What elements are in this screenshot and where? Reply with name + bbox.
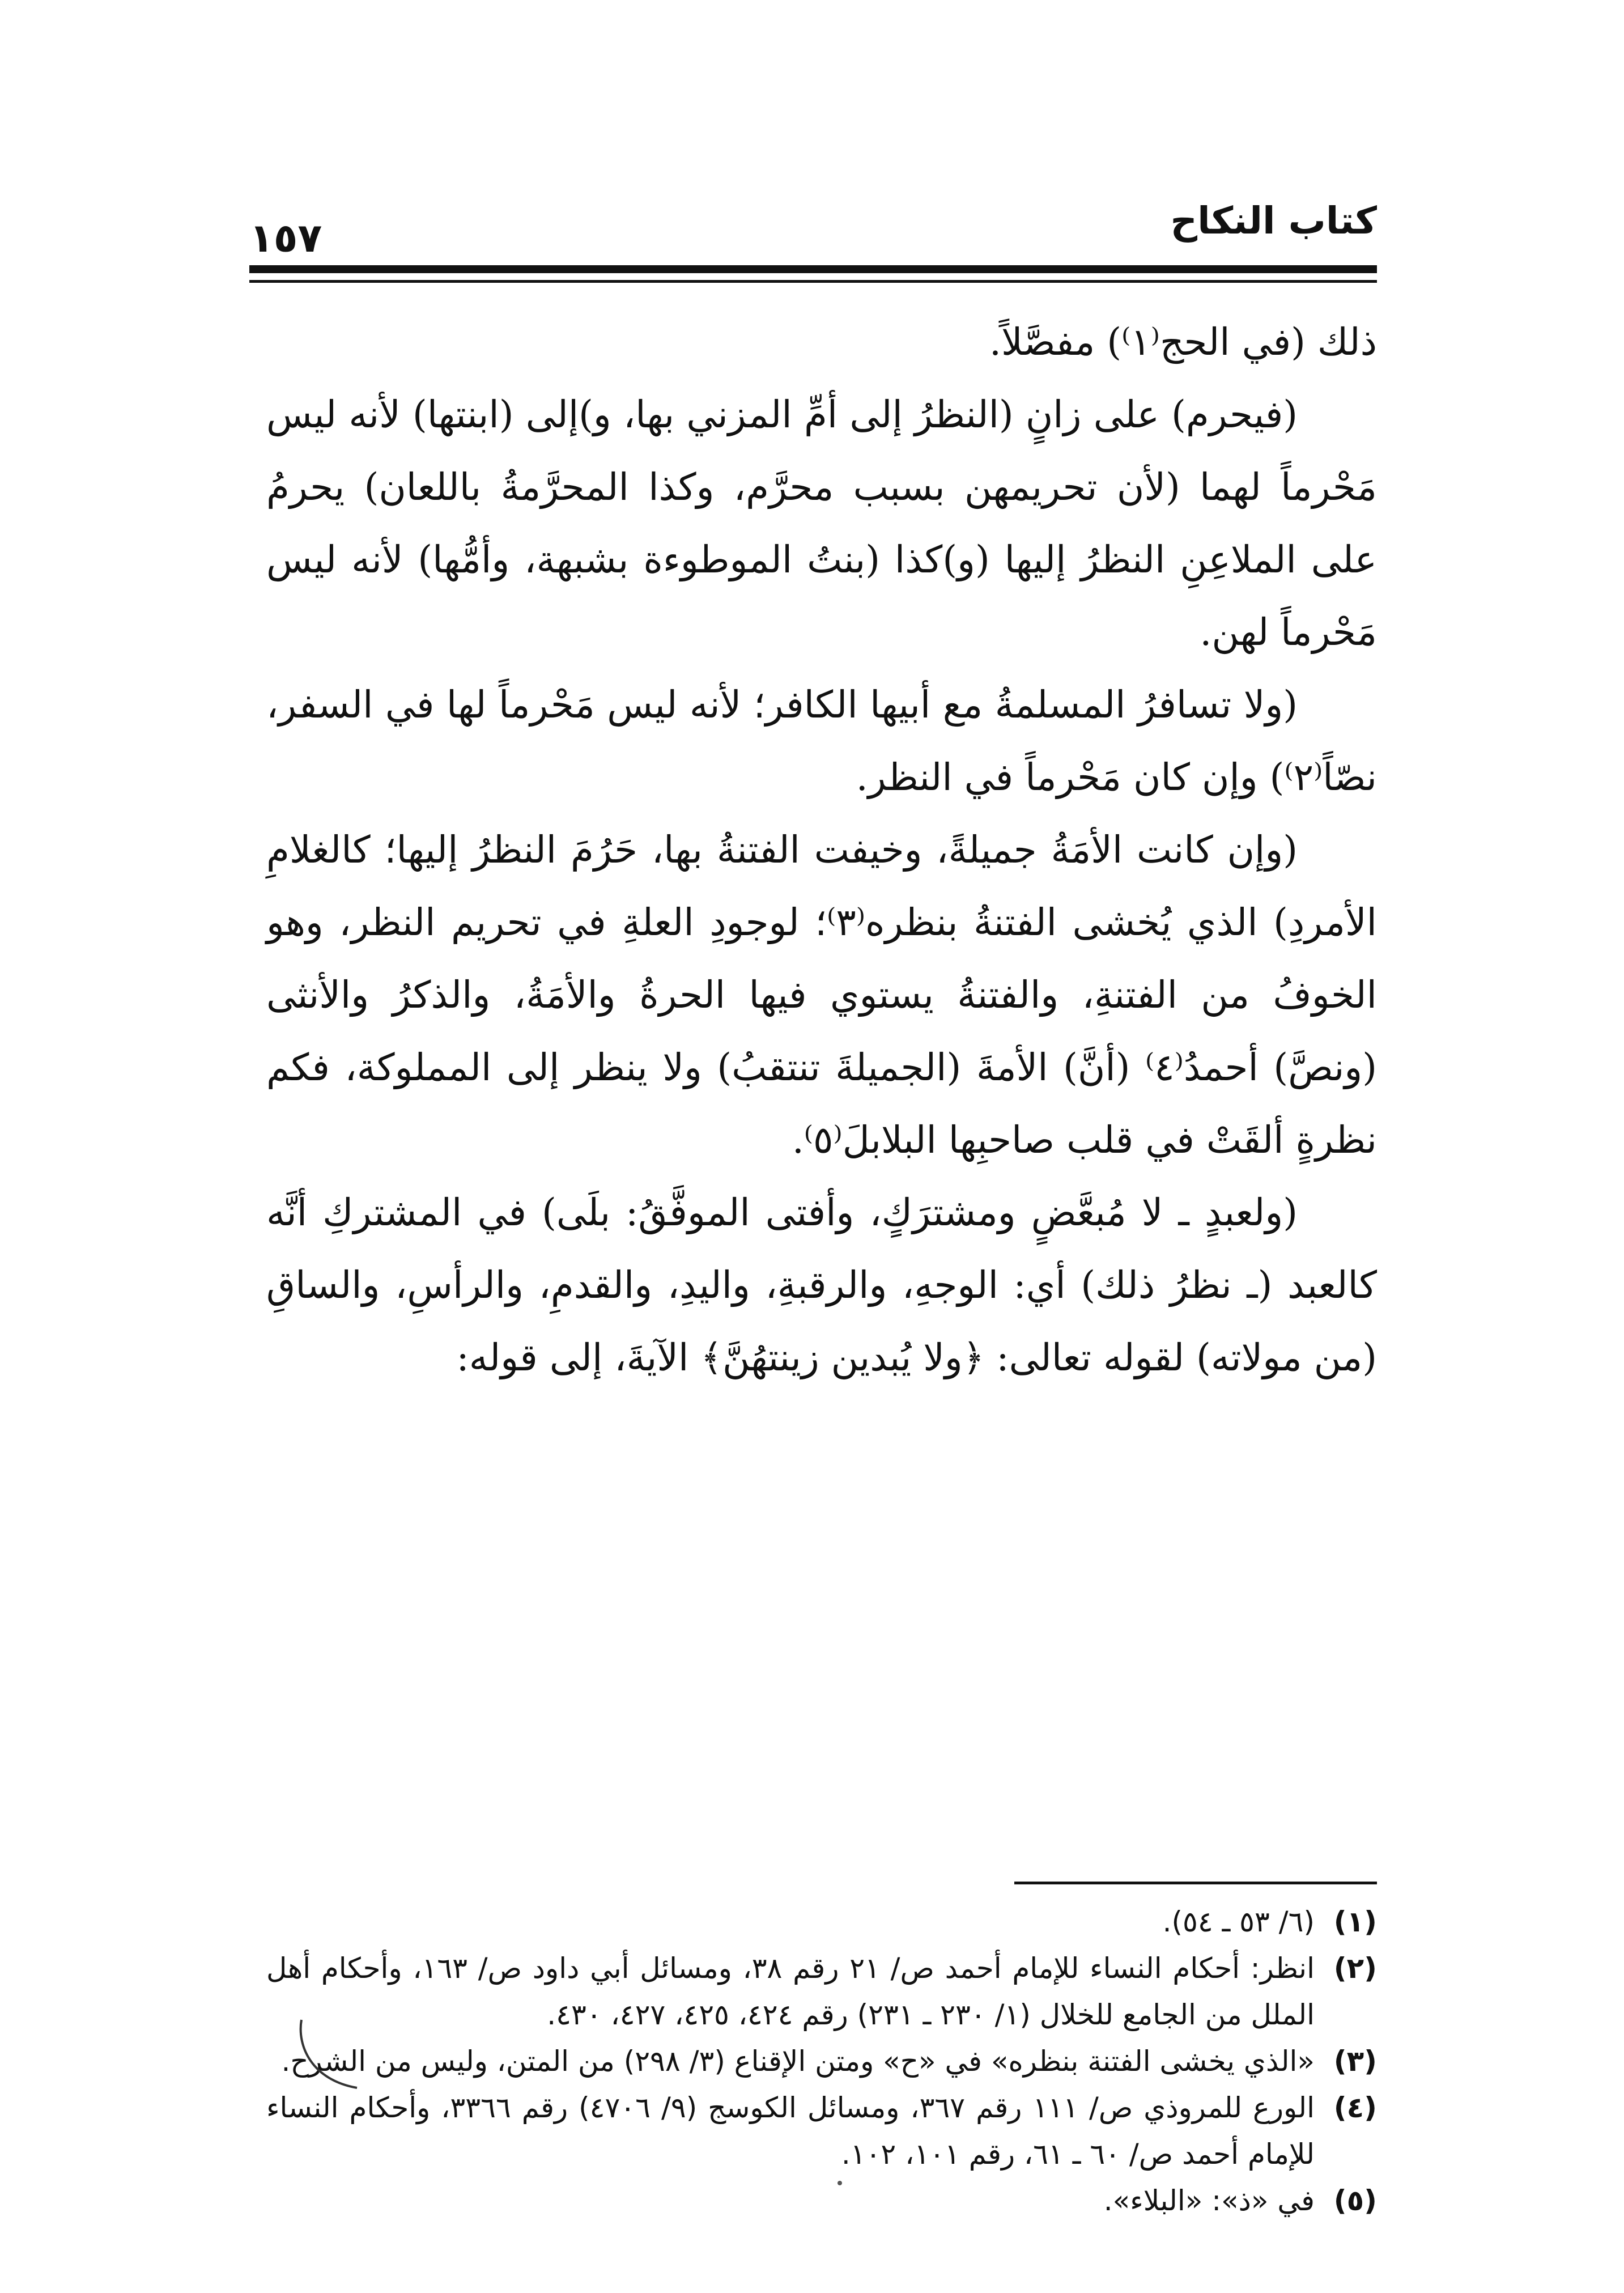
page-number: ١٥٧ xyxy=(249,215,322,261)
paragraph: (ولعبدٍ ـ لا مُبعَّضٍ ومشترَكٍ، وأفتى الموفَّقُ: بلَى) في المشتركِ أنَّه كالعبد (ـ نظرُ ذلك) أي: الوجهِ، والرقبةِ، واليدِ، والقدمِ، والرأسِ، والساقِ (من مولاته) لقوله تعالى: ﴿ولا يُبدين زينتهُنَّ﴾ الآيةَ، إلى قوله: xyxy=(266,1191,1377,1379)
paragraph: (فيحرم) على زانٍ (النظرُ إلى أمِّ المزني بها، و)إلى (ابنتها) لأنه ليس مَحْرماً لهما (لأن تحريمهن بسبب محرَّم، وكذا المحرَّمةُ باللعان) يحرمُ على الملاعِنِ النظرُ إليها (و)كذا (بنتُ الموطوءة بشبهة، وأمُّها) لأنه ليس مَحْرماً لهن. xyxy=(266,393,1377,654)
footnote-separator xyxy=(1014,1882,1377,1884)
footnote-number: (٣) xyxy=(1333,2045,1377,2078)
scan-corner-mark xyxy=(295,2018,363,2091)
main-text xyxy=(266,306,1377,1394)
footnote xyxy=(266,1945,1377,2038)
running-title: كتاب النكاح xyxy=(1170,199,1377,243)
footnote-text: الورع للمروذي ص/ ١١١ رقم ٣٦٧، ومسائل الكوسج (٩/ ٤٧٠٦) رقم ٣٣٦٦، وأحكام النساء للإمام أحمد ص/ ٦٠ ـ ٦١، رقم ١٠١، ١٠٢. xyxy=(266,2091,1315,2171)
header-rule-thin xyxy=(249,280,1377,283)
footnote-number: (٥) xyxy=(1333,2184,1377,2217)
footnote xyxy=(266,2084,1377,2177)
scan-speck xyxy=(837,2181,842,2185)
paragraph: (ولا تسافرُ المسلمةُ مع أبيها الكافر؛ لأنه ليس مَحْرماً لها في السفر، نصّاً⁽٢⁾) وإن كان مَحْرماً في النظر. xyxy=(266,683,1377,799)
footnote-number: (٢) xyxy=(1333,1952,1377,1985)
paragraph: (وإن كانت الأمَةُ جميلةً، وخيفت الفتنةُ بها، حَرُمَ النظرُ إليها؛ كالغلامِ الأمردِ) الذي يُخشى الفتنةُ بنظره⁽٣⁾؛ لوجودِ العلةِ في تحريم النظر، وهو الخوفُ من الفتنةِ، والفتنةُ يستوي فيها الحرةُ والأمَةُ، والذكرُ والأنثى (ونصَّ) أحمدُ⁽٤⁾ (أنَّ) الأمةَ (الجميلةَ تنتقبُ) ولا ينظر إلى المملوكة، فكم نظرةٍ ألقَتْ في قلب صاحبِها البلابلَ⁽٥⁾. xyxy=(266,828,1377,1162)
paragraph: ذلك (في الحج⁽١⁾) مفصَّلاً. xyxy=(989,320,1377,364)
footnote xyxy=(266,2038,1377,2084)
footnote-text: «الذي يخشى الفتنة بنظره» في «ح» ومتن الإقناع (٣/ ٢٩٨) من المتن، وليس من الشرح. xyxy=(281,2045,1315,2078)
footnote-number: (٤) xyxy=(1333,2091,1377,2124)
footnote xyxy=(266,1899,1377,1945)
page-header xyxy=(249,193,1377,261)
footnote-text: انظر: أحكام النساء للإمام أحمد ص/ ٢١ رقم ٣٨، ومسائل أبي داود ص/ ١٦٣، وأحكام أهل الملل من الجامع للخلال (١/ ٢٣٠ ـ ٢٣١) رقم ٤٢٤، ٤٢٥، ٤٢٧، ٤٣٠. xyxy=(266,1952,1315,2031)
footnotes xyxy=(266,1899,1377,2224)
footnote-text: (٦/ ٥٣ ـ ٥٤). xyxy=(1162,1905,1315,1938)
footnote xyxy=(266,2177,1377,2224)
footnote-number: (١) xyxy=(1333,1905,1377,1938)
header-rule-thick xyxy=(249,265,1377,273)
footnote-text: في «ذ»: «البلاء». xyxy=(1103,2184,1315,2217)
